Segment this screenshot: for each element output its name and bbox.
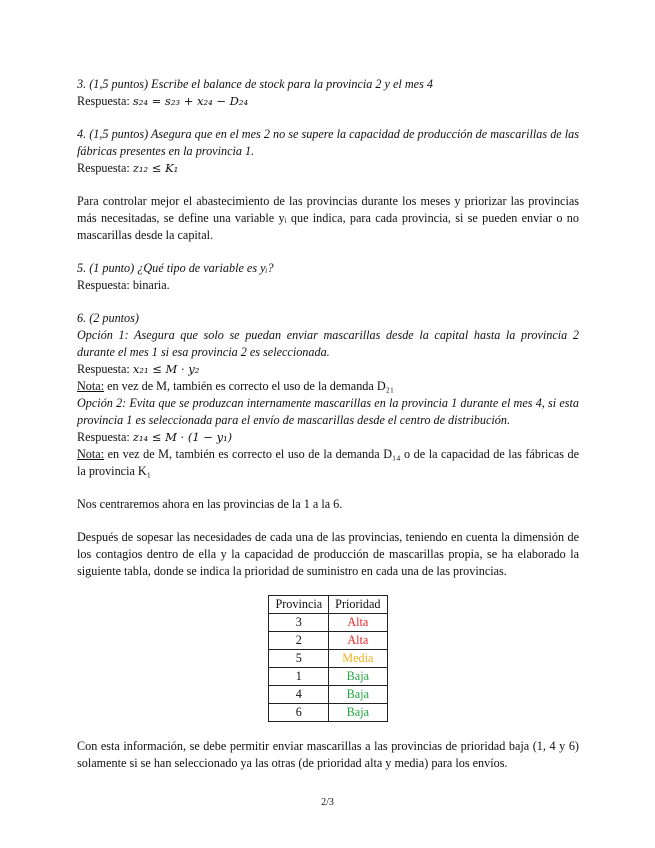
cell-prioridad: Baja: [329, 686, 387, 704]
table-row: [269, 668, 387, 686]
note2-label: Nota:: [77, 447, 105, 461]
q3-answer-line: [77, 93, 579, 110]
q4-answer-label: Respuesta:: [77, 161, 130, 175]
q4-answer-line: [77, 160, 579, 177]
q3-answer-label: Respuesta:: [77, 94, 130, 108]
header-provincia: Provincia: [269, 596, 329, 614]
cell-prioridad: Media: [329, 650, 387, 668]
q6-answer1-label: Respuesta:: [77, 362, 130, 376]
q6-answer2-line: [77, 429, 579, 446]
cell-prioridad: Baja: [329, 704, 387, 722]
q6-option2: Opción 2: Evita que se produzcan internamente mascarillas en la provincia 1 durante el mes 4, si esta provincia 1 es seleccionada para el envío de mascarillas desde el centro de distribución.: [77, 396, 579, 427]
q6-answer1-formula: x₂₁ ≤ M · y₂: [132, 362, 200, 376]
q6-heading: 6. (2 puntos): [77, 311, 139, 325]
q6-note1: [77, 378, 579, 395]
table-row: [269, 686, 387, 704]
q6-option1: Opción 1: Asegura que solo se puedan enviar mascarillas desde la capital hasta la provincia 2 durante el mes 1 si esa provincia 2 es seleccionada.: [77, 328, 579, 359]
q4-heading: 4. (1,5 puntos) Asegura que en el mes 2 no se supere la capacidad de producción de mascarillas de las fábricas presentes en la provincia 1.: [77, 127, 579, 158]
document-body: [77, 76, 579, 772]
cell-provincia: 6: [269, 704, 329, 722]
q5-heading: 5. (1 punto) ¿Qué tipo de variable es yᵢ?: [77, 261, 274, 275]
priority-table: [268, 595, 387, 722]
q3-answer-formula: s₂₄ = s₂₃ + x₂₄ − D₂₄: [132, 94, 249, 108]
q3-heading: 3. (1,5 puntos) Escribe el balance de stock para la provincia 2 y el mes 4: [77, 77, 433, 91]
focus-statement: Nos centraremos ahora en las provincias de la 1 a la 6.: [77, 497, 343, 511]
cell-provincia: 5: [269, 650, 329, 668]
cell-prioridad: Alta: [329, 632, 387, 650]
table-intro: Después de sopesar las necesidades de cada una de las provincias, teniendo en cuenta la dimensión de los contagios dentro de ella y la capacidad de producción de mascarillas propia, se ha elaborado la siguiente tabla, donde se indica la prioridad de suministro en cada una de las provincias.: [77, 530, 579, 578]
y-variable-intro: Para controlar mejor el abastecimiento de las provincias durante los meses y priorizar las provincias más necesitadas, se define una variable yᵢ que indica, para cada provincia, si se pueden enviar o no mascarillas desde la capital.: [77, 194, 579, 242]
q6-note2: [77, 446, 579, 480]
table-row: [269, 650, 387, 668]
q6-answer2-formula: z₁₄ ≤ M · (1 − y₁): [132, 430, 233, 444]
q4-answer-formula: z₁₂ ≤ K₁: [132, 161, 179, 175]
table-header-row: [269, 596, 387, 614]
table-row: [269, 614, 387, 632]
closing-paragraph: Con esta información, se debe permitir enviar mascarillas a las provincias de prioridad baja (1, 4 y 6) solamente si se han seleccionado ya las otras (de prioridad alta y media) para los envíos.: [77, 739, 579, 770]
cell-prioridad: Alta: [329, 614, 387, 632]
cell-provincia: 1: [269, 668, 329, 686]
header-prioridad: Prioridad: [329, 596, 387, 614]
cell-provincia: 2: [269, 632, 329, 650]
cell-provincia: 4: [269, 686, 329, 704]
page-number: 2/3: [321, 797, 334, 808]
note1-label: Nota:: [77, 379, 105, 393]
q5-answer: Respuesta: binaria.: [77, 278, 170, 292]
table-row: [269, 632, 387, 650]
note2-text: en vez de M, también es correcto el uso de la demanda D₁₄ o de la capacidad de las fábricas de la provincia K₁: [77, 447, 579, 478]
q6-answer2-label: Respuesta:: [77, 430, 130, 444]
cell-prioridad: Baja: [329, 668, 387, 686]
cell-provincia: 3: [269, 614, 329, 632]
q6-answer1-line: [77, 361, 579, 378]
table-row: [269, 704, 387, 722]
priority-table-wrapper: [77, 595, 579, 722]
note1-text: en vez de M, también es correcto el uso de la demanda D₂₁: [104, 379, 395, 393]
